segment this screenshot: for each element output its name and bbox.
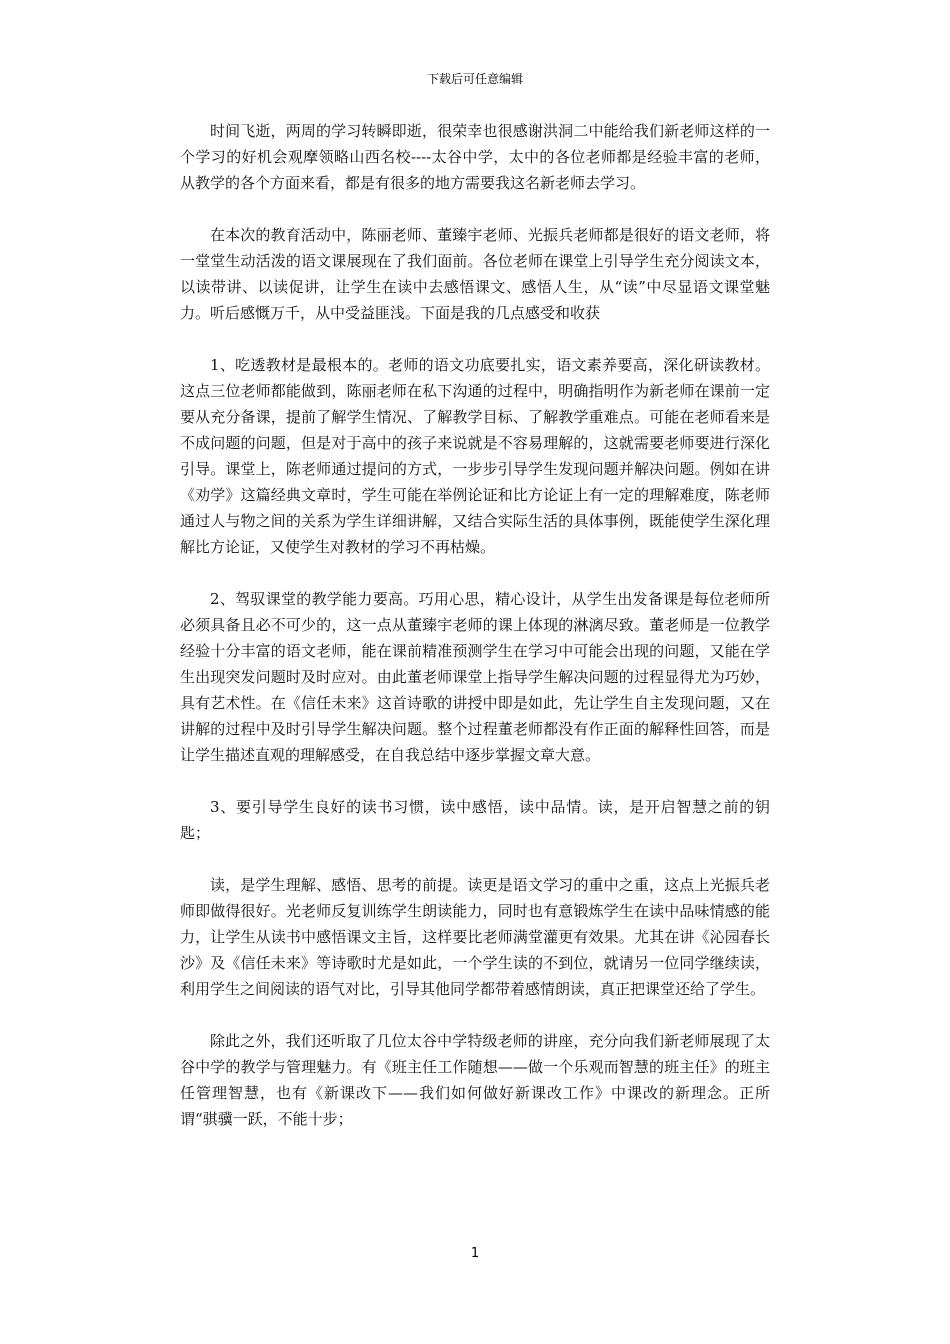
paragraph: 3、要引导学生良好的读书习惯，读中感悟，读中品情。读，是开启智慧之前的钥匙； <box>180 798 770 842</box>
page-header: 下载后可任意编辑 <box>426 72 523 86</box>
paragraph: 读，是学生理解、感悟、思考的前提。读更是语文学习的重中之重，这点上光振兵老师即做得很好。光老师反复训练学生朗读能力，同时也有意锻炼学生在读中品味情感的能力，让学生从读书中感悟课文主旨，这样要比老师满堂灌更有效果。尤其在讲《沁园春长沙》及《信任未来》等诗歌时尤是如此，一个学生读的不到位，就请另一位同学继续读，利用学生之间阅读的语气对比，引导其他同学都带着感情朗读，真正把课堂还给了学生。 <box>180 876 770 998</box>
document-body <box>180 118 770 1158</box>
paragraph: 除此之外，我们还听取了几位太谷中学特级老师的讲座，充分向我们新老师展现了太谷中学的教学与管理魅力。有《班主任工作随想——做一个乐观而智慧的班主任》的班主任管理智慧，也有《新课改下——我们如何做好新课改工作》中课改的新理念。正所谓“骐骥一跃，不能十步； <box>180 1032 770 1128</box>
paragraph: 1、吃透教材是最根本的。老师的语文功底要扎实，语文素养要高，深化研读教材。这点三位老师都能做到，陈丽老师在私下沟通的过程中，明确指明作为新老师在课前一定要从充分备课，提前了解学生情况、了解教学目标、了解教学重难点。可能在老师看来是不成问题的问题，但是对于高中的孩子来说就是不容易理解的，这就需要老师要进行深化引导。课堂上，陈老师通过提问的方式，一步步引导学生发现问题并解决问题。例如在讲《劝学》这篇经典文章时，学生可能在举例论证和比方论证上有一定的理解难度，陈老师通过人与物之间的关系为学生详细讲解，又结合实际生活的具体事例，既能使学生深化理解比方论证，又使学生对教材的学习不再枯燥。 <box>180 356 770 556</box>
page-number: 1 <box>470 1246 480 1261</box>
paragraph: 时间飞逝，两周的学习转瞬即逝，很荣幸也很感谢洪洞二中能给我们新老师这样的一个学习的好机会观摩领略山西名校----太谷中学，太中的各位老师都是经验丰富的老师，从教学的各个方面来看，都是有很多的地方需要我这名新老师去学习。 <box>180 122 770 192</box>
paragraph: 2、驾驭课堂的教学能力要高。巧用心思，精心设计，从学生出发备课是每位老师所必须具备且必不可少的，这一点从董臻宇老师的课上体现的淋漓尽致。董老师是一位教学经验十分丰富的语文老师，能在课前精准预测学生在学习中可能会出现的问题，又能在学生出现突发问题时及时应对。由此董老师课堂上指导学生解决问题的过程显得尤为巧妙，具有艺术性。在《信任未来》这首诗歌的讲授中即是如此，先让学生自主发现问题，又在讲解的过程中及时引导学生解决问题。整个过程董老师都没有作正面的解释性回答，而是让学生描述直观的理解感受，在自我总结中逐步掌握文章大意。 <box>180 590 770 764</box>
paragraph: 在本次的教育活动中，陈丽老师、董臻宇老师、光振兵老师都是很好的语文老师，将一堂堂生动活泼的语文课展现在了我们面前。各位老师在课堂上引导学生充分阅读文本，以读带讲、以读促讲，让学生在读中去感悟课文、感悟人生，从“读”中尽显语文课堂魅力。听后感慨万千，从中受益匪浅。下面是我的几点感受和收获 <box>180 226 770 322</box>
